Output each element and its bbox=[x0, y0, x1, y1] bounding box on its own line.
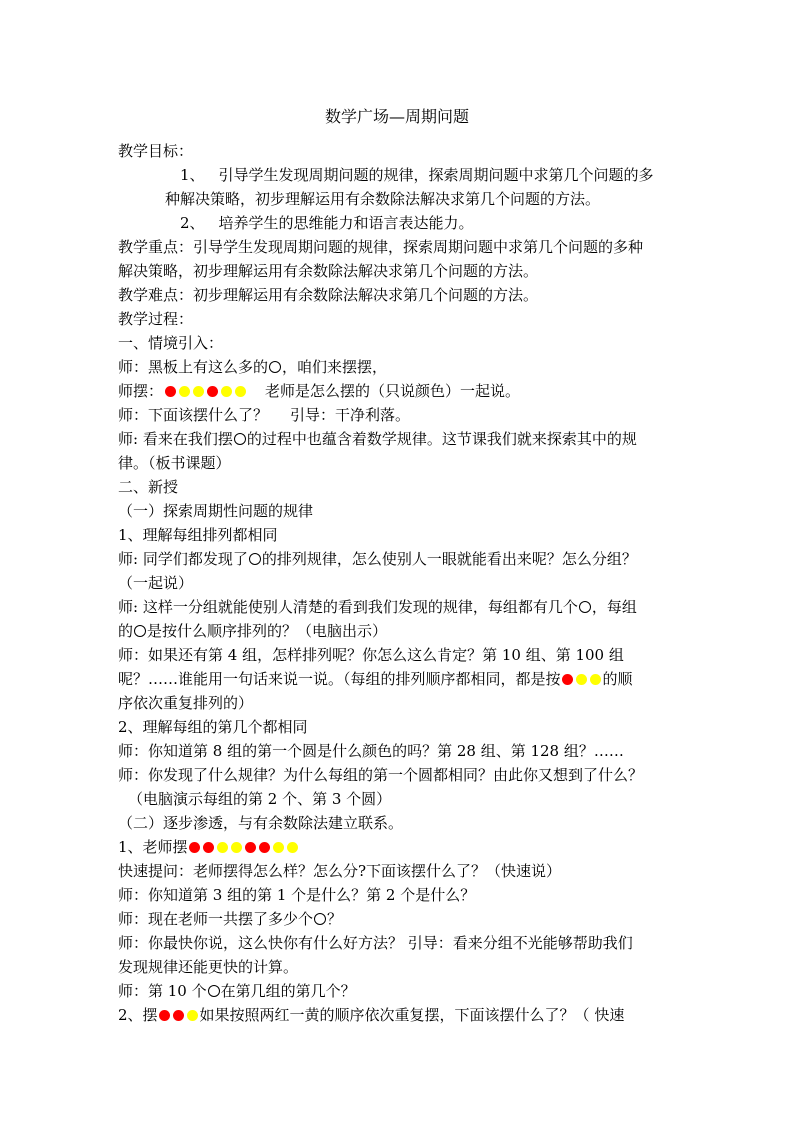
process-heading: 教学过程： bbox=[118, 310, 194, 328]
yellow-dot-icon bbox=[179, 386, 190, 397]
yellow-dot-icon bbox=[187, 1010, 198, 1021]
yellow-dot-icon bbox=[193, 386, 204, 397]
p3-text-b: 引导：干净利落。 bbox=[290, 406, 411, 424]
paragraph-1 bbox=[118, 357, 678, 378]
difficulty: 教学难点：初步理解运用有余数除法解决求第几个问题的方法。 bbox=[118, 286, 539, 304]
p5-text-b: 的排列规律，怎么使别人一眼就能看出来呢？怎么分组？ bbox=[261, 550, 637, 568]
paragraph-12 bbox=[118, 909, 678, 930]
h3-text: 1、老师摆 bbox=[118, 838, 188, 856]
p12-text-b: ？ bbox=[327, 910, 343, 928]
paragraph-8: 师：你知道第 8 组的第一个圆是什么颜色的吗？第 28 组、第 128 组？…… bbox=[118, 742, 624, 760]
paragraph-7-line-2 bbox=[118, 669, 678, 690]
heading-2: 2、理解每组的第几个都相同 bbox=[118, 718, 308, 736]
paragraph-15 bbox=[118, 1005, 678, 1026]
p2-text-b: 老师是怎么摆的（只说颜色）一起说。 bbox=[265, 382, 521, 400]
paragraph-4-line-1 bbox=[118, 429, 678, 450]
yellow-dot-icon bbox=[217, 842, 228, 853]
p5-text-a: 师: 同学们都发现了 bbox=[118, 550, 248, 568]
p6-text-b: ，每组 bbox=[591, 598, 637, 616]
paragraph-9-line-1: 师：你发现了什么规律？为什么每组的第一个圆都相同？由此你又想到了什么？ bbox=[118, 766, 644, 784]
yellow-dot-icon bbox=[590, 674, 601, 685]
paragraph-7-line-1: 师：如果还有第 4 组，怎样排列呢？你怎么这么肯定？第 10 组、第 100 组 bbox=[118, 646, 624, 664]
paragraph-13-line-1: 师：你最快你说，这么快你有什么好方法？ 引导：看来分组不光能够帮助我们 bbox=[118, 934, 633, 952]
yellow-dot-icon bbox=[576, 674, 587, 685]
page-title: 数学广场—周期问题 bbox=[324, 107, 469, 126]
p6-text-a: 师: 这样一分组就能使别人清楚的看到我们发现的规律，每组都有几个 bbox=[118, 598, 578, 616]
goal-1-line-1 bbox=[180, 165, 740, 186]
paragraph-2 bbox=[118, 381, 678, 402]
red-dot-icon bbox=[259, 842, 270, 853]
circle-icon bbox=[579, 601, 591, 613]
goal-1-number: 1、 bbox=[180, 166, 205, 184]
yellow-dot-icon bbox=[231, 842, 242, 853]
circle-icon bbox=[314, 913, 326, 925]
paragraph-10: 快速提问：老师摆得怎么样？怎么分?下面该摆什么了？（快速说） bbox=[118, 862, 562, 880]
goal-2-number: 2、 bbox=[180, 214, 205, 232]
red-dot-icon bbox=[245, 842, 256, 853]
p15-text-a: 2、摆 bbox=[118, 1006, 158, 1024]
subsection-2-heading: （二）逐步渗透，与有余数除法建立联系。 bbox=[118, 814, 404, 832]
p3-text-a: 师：下面该摆什么了？ bbox=[118, 406, 269, 424]
p2-text-a: 师摆： bbox=[118, 382, 164, 400]
paragraph-7-line-3: 序依次重复排列的） bbox=[118, 694, 254, 712]
paragraph-11: 师：你知道第 3 组的第 1 个是什么？第 2 个是什么？ bbox=[118, 886, 476, 904]
p7-text-b: 呢？……谁能用一句话来说一说。（每组的排列顺序都相同，都是按 bbox=[118, 670, 561, 688]
circle-icon bbox=[269, 361, 281, 373]
p12-text-a: 师：现在老师一共摆了多少个 bbox=[118, 910, 314, 928]
goal-2 bbox=[180, 213, 740, 234]
section-2-heading: 二、新授 bbox=[118, 478, 179, 496]
red-dot-icon bbox=[189, 842, 200, 853]
goal-2-text: 培养学生的思维能力和语言表达能力。 bbox=[218, 214, 474, 232]
p7-text-c: 的顺 bbox=[602, 670, 633, 688]
paragraph-5-line-2: （一起说） bbox=[118, 574, 194, 592]
yellow-dot-icon bbox=[287, 842, 298, 853]
p14-text-b: 在第几组的第几个？ bbox=[220, 982, 356, 1000]
section-1-heading: 一、情境引入： bbox=[118, 334, 224, 352]
circle-icon bbox=[134, 625, 146, 637]
goal-1-line-2: 种解决策略，初步理解运用有余数除法解决求第几个问题的方法。 bbox=[165, 190, 601, 208]
key-point-line-1: 教学重点：引导学生发现周期问题的规律，探索周期问题中求第几个问题的多种 bbox=[118, 238, 644, 256]
red-dot-icon bbox=[159, 1010, 170, 1021]
paragraph-5-line-1 bbox=[118, 549, 678, 570]
red-dot-icon bbox=[173, 1010, 184, 1021]
yellow-dot-icon bbox=[221, 386, 232, 397]
yellow-dot-icon bbox=[273, 842, 284, 853]
paragraph-13-line-2: 发现规律还能更快的计算。 bbox=[118, 958, 299, 976]
subsection-1-heading: （一）探索周期性问题的规律 bbox=[118, 502, 314, 520]
paragraph-4-line-2: 律。（板书课题） bbox=[118, 454, 231, 472]
p4-text-b: 的过程中也蕴含着数学规律。这节课我们就来探索其中的规 bbox=[246, 430, 637, 448]
heading-1: 1、理解每组排列都相同 bbox=[118, 526, 278, 544]
red-dot-icon bbox=[203, 842, 214, 853]
circle-icon bbox=[208, 985, 220, 997]
yellow-dot-icon bbox=[235, 386, 246, 397]
red-dot-icon bbox=[562, 674, 573, 685]
circle-icon bbox=[249, 553, 261, 565]
p1-text-a: 师：黑板上有这么多的 bbox=[118, 358, 269, 376]
red-dot-icon bbox=[207, 386, 218, 397]
p6-text-c: 的 bbox=[118, 622, 134, 640]
red-dot-icon bbox=[165, 386, 176, 397]
paragraph-6-line-1 bbox=[118, 597, 678, 618]
paragraph-6-line-2 bbox=[118, 621, 678, 642]
p4-text-a: 师: 看来在我们摆 bbox=[118, 430, 233, 448]
paragraph-9-line-2: （电脑演示每组的第 2 个、第 3 个圆） bbox=[128, 790, 392, 808]
key-point-line-2: 解决策略，初步理解运用有余数除法解决求第几个问题的方法。 bbox=[118, 262, 539, 280]
p6-text-d: 是按什么顺序排列的？（电脑出示） bbox=[147, 622, 388, 640]
p14-text-a: 师：第 10 个 bbox=[118, 982, 207, 1000]
p1-text-b: ，咱们来摆摆， bbox=[282, 358, 388, 376]
heading-3 bbox=[118, 837, 678, 858]
goal-1-text: 引导学生发现周期问题的规律，探索周期问题中求第几个问题的多 bbox=[218, 166, 654, 184]
paragraph-14 bbox=[118, 981, 678, 1002]
paragraph-3 bbox=[118, 405, 678, 426]
circle-icon bbox=[234, 433, 246, 445]
p15-text-b: 如果按照两红一黄的顺序依次重复摆，下面该摆什么了？（ 快速 bbox=[199, 1006, 625, 1024]
goals-heading: 教学目标： bbox=[118, 142, 194, 160]
